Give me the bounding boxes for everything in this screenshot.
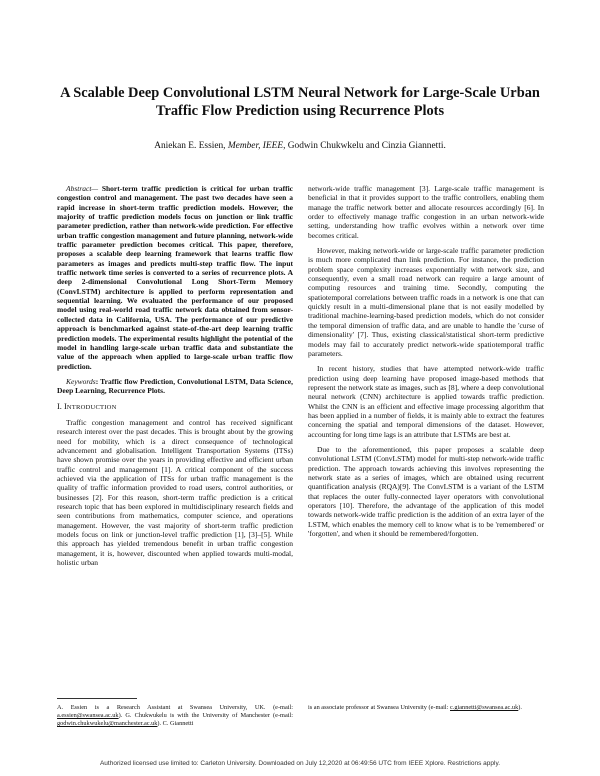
abstract-dash: — bbox=[91, 184, 102, 193]
body-paragraph: However, making network-wide or large-scale traffic parameter prediction is much more complicated than link prediction. For instance, the prediction problem space complexity increases exponentially with network size, and consequently, even a small road network can require a large amount of computing resources and training time. Secondly, computing the spatiotemporal correlations between traffic roads in a network is one that can quickly result in a multi-dimensional plane that is not easily modelled by traditional machine-learning-based prediction models, which do not consider the temporal dimension of traffic data, and are unable to handle the 'curse of dimensionality' [7]. Thus, existing classical/statistical short-term predictive models may fail to accurately predict network-wide spatiotemporal traffic parameters. bbox=[308, 246, 544, 358]
keywords bbox=[57, 377, 293, 396]
license-notice: Authorized licensed use limited to: Carleton University. Downloaded on July 12,2020 at 06:49:56 UTC from IEEE Xplore. Restrictions apply. bbox=[99, 760, 501, 767]
email-link-chukwukelu[interactable]: godwin.chukwukelu@manchester.ac.uk bbox=[57, 720, 158, 728]
body-paragraph: network-wide traffic management [3]. Large-scale traffic management is beneficial in that it provides support to the traffic controllers, enabling them manage the traffic network better and allocate resources accordingly [6]. In order to effectively manage traffic congestion in an urban network-wide setting, understanding how traffic evolves within a network over time becomes critical. bbox=[308, 184, 544, 240]
section-title-rest: NTRODUCTION bbox=[66, 403, 117, 411]
right-column bbox=[308, 184, 544, 544]
body-paragraph: In recent history, studies that have attempted network-wide traffic prediction using deep learning have proposed image-based methods that represent the network state as images, such as [8], where a deep convolutional neural network (CNN) architecture is applied towards traffic prediction. Whilst the CNN is an efficient and effective image processing algorithm that has been applied in a number of fields, it is mainly able to extract the features concerning the spatial and temporal dimensions of the dataset. However, accounting for long time lags is an attribute that LSTMs are best at. bbox=[308, 364, 544, 439]
body-paragraph: Due to the aforementioned, this paper proposes a scalable deep convolutional LSTM (ConvLSTM) model for multi-step network-wide traffic prediction. The approach towards achieving this involves representing the network state as a series of images, which are obtained using recurrent quantification analysis (RQA)[9]. The ConvLSTM is a variant of the LSTM that replaces the outer fully-connected layer operators with convolutional operators [10]. Therefore, the advantage of the application of this model towards network-wide traffic prediction is the addition of an extra layer of the LSTM, which enables the memory cell to know what is to be 'remembered' or 'forgotten', and when it should be remembered/forgotten. bbox=[308, 444, 544, 539]
section-numeral: I. bbox=[57, 401, 62, 411]
abstract bbox=[57, 184, 293, 371]
author-rest: , Godwin Chukwkelu and Cinzia Giannetti. bbox=[283, 141, 446, 151]
footnote-text: is an associate professor at Swansea University (e-mail: bbox=[308, 704, 450, 711]
abstract-label: Abstract bbox=[66, 184, 92, 193]
paper-title: A Scalable Deep Convolutional LSTM Neural Network for Large-Scale Urban Traffic Flow Prediction using Recurrence Plots bbox=[60, 85, 540, 119]
body-paragraph: Traffic congestion management and control has received significant research interest over the past decades. This is brought about by the growing need for mobility, which is a direct consequence of technological advancement and globalisation. Intelligent Transportation Systems (ITSs) have shown promise over the years in providing effective and efficient urban traffic control and management [1]. A critical component of the success achieved via the application of ITSs for urban traffic management is the quality of traffic information provided to road users, control authorities, or businesses [2]. For this reason, short-term traffic prediction is a critical research topic that has been explored in multidisciplinary research fields and seen contributions from mathematics, computer science, and operations management. However, the vast majority of short-term traffic prediction models focus on link or junction-level traffic prediction [1], [3]–[5]. While this approach has yielded tremendous benefit in urban traffic congestion management, it is, however, discounted when applied towards multi-modal, holistic urban bbox=[57, 417, 293, 568]
footnote-left bbox=[57, 704, 293, 729]
email-link-giannetti[interactable]: c.giannetti@swansea.ac.uk bbox=[450, 704, 519, 711]
footnote-right bbox=[308, 704, 544, 712]
author-membership: Member, IEEE bbox=[227, 141, 284, 151]
section-heading-introduction bbox=[57, 402, 293, 412]
keywords-text: : Traffic flow Prediction, Convolutional LSTM, Data Science, Deep Learning, Recurrence Plots. bbox=[57, 376, 293, 396]
left-column bbox=[57, 184, 293, 573]
footnote-text: ). G. Chukwukelu is with the University of Manchester (e-mail: bbox=[118, 712, 293, 720]
email-link-essien[interactable]: a.essien@swansea.ac.uk bbox=[57, 712, 119, 720]
author-first: Aniekan E. Essien, bbox=[154, 141, 226, 151]
footnote-text: A. Essien is a Research Assistant at Swansea University, UK. (e-mail: bbox=[57, 704, 293, 711]
author-line bbox=[40, 140, 560, 152]
section-first-letter: I bbox=[63, 401, 67, 411]
footnote-text: ). bbox=[518, 704, 522, 711]
keywords-label: Keywords bbox=[66, 376, 96, 386]
footnote-text: ). C. Giannetti bbox=[157, 720, 194, 728]
abstract-text: Short-term traffic prediction is critical for urban traffic congestion control and management. The past two decades have seen a rapid increase in short-term traffic prediction models. However, the majority of traffic prediction models focus on junction or link traffic parameter prediction, rather than network-wide prediction. For effective urban traffic congestion management and future planning, network-wide traffic parameter prediction becomes critical. This paper, therefore, proposes a scalable deep learning framework that learns traffic flow parameters as images and predicts multi-step traffic flow. The input traffic network time series is converted to a series of recurrence plots. A deep 2-dimensional Convolutional Long Short-Term Memory (ConvLSTM) architecture is applied to perform representation and sequential learning. We evaluated the performance of our proposed model using real-world road traffic network data obtained from sensor-collected data in California, USA. The performance of our predictive approach is benchmarked against state-of-the-art deep learning traffic prediction models. The experimental results highlight the potential of the model in handling large-scale urban traffic data and substantiate the value of the approach when applied to large-scale urban traffic flow prediction. bbox=[57, 184, 294, 371]
footnote-divider bbox=[57, 698, 137, 699]
